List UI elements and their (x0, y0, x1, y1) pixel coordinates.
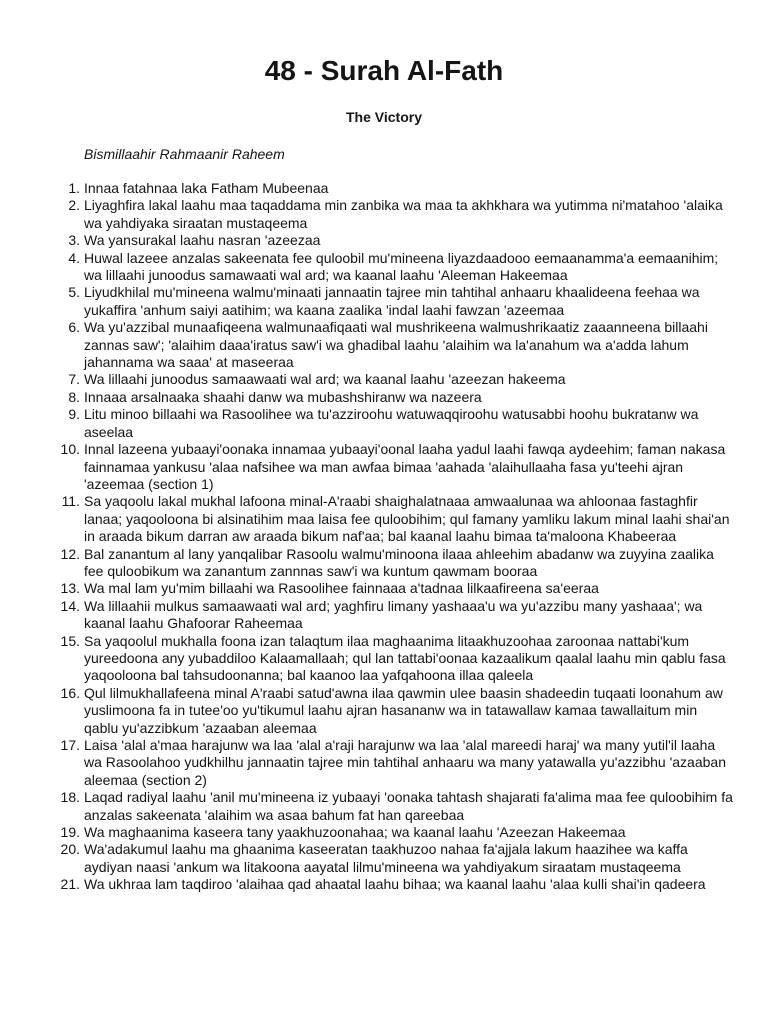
verse-item (68, 388, 734, 406)
verse-item (68, 284, 734, 319)
verse-number: 20. (60, 841, 80, 858)
verse-text: Litu minoo billaahi wa Rasoolihee wa tu'azziroohu watuwaqqiroohu watusabbi hoohu bukratanw wa aseelaa (84, 406, 699, 440)
verse-number: 11. (61, 493, 80, 510)
verse-number: 2. (68, 197, 80, 214)
verse-item (68, 232, 734, 249)
verse-item (60, 632, 734, 685)
verse-number: 16. (60, 684, 80, 701)
verse-item (61, 493, 734, 545)
verse-text: Wa maghaanima kaseera tany yaakhuzoonahaa; wa kaanal laahu 'Azeezan Hakeemaa (84, 824, 626, 841)
verse-item (60, 824, 734, 841)
verse-text: Liyaghfira lakal laahu maa taqaddama min zanbika wa maa ta akhkhara wa yutimma ni'matahoo 'alaika wa yahdiyaka siraatan mustaqeema (84, 197, 723, 231)
verse-text: Qul lilmukhallafeena minal A'raabi satud'awna ilaa qawmin ulee baasin shadeedin tuqaati loonahum aw yuslimoona fa in tutee'oo yu'tikumul laahu ajran hasananw wa in tatawallaw kamaa tawallaitum min qablu yu'azzibkum 'azaaban aleemaa (84, 684, 723, 736)
verse-number: 10. (60, 441, 80, 458)
verse-text: Wa ukhraa lam taqdiroo 'alaihaa qad ahaatal laahu bihaa; wa kaanal laahu 'alaa kulli shai'in qadeera (84, 876, 706, 893)
verse-text: Huwal lazeee anzalas sakeenata fee quloobil mu'mineena liyazdaadooo eemaanamma'a eemaanihim; wa lillaahi junoodus samawaati wal ard; wa kaanal laahu 'Aleeman Hakeemaa (84, 249, 719, 284)
verse-number: 6. (68, 319, 80, 336)
verse-item (60, 597, 734, 633)
verse-number: 12. (60, 545, 80, 562)
verse-number: 4. (68, 249, 80, 266)
verse-item (68, 249, 734, 285)
verse-item (68, 319, 734, 371)
verse-number: 3. (68, 232, 80, 249)
verse-item (60, 841, 734, 876)
verse-number: 21. (60, 876, 80, 893)
bismillah-line: Bismillaahir Rahmaanir Raheem (84, 146, 285, 162)
verse-item (68, 197, 734, 232)
verse-text: Wa yu'azzibal munaafiqeena walmunaafiqaati wal mushrikeena walmushrikaatiz zaaanneena billaahi zannas saw'; 'alaihim daaa'iratus saw'i wa ghadibal laahu 'alaihim wa la'anahum wa a'adda lahum jahannama wa saaa' at maseeraa (84, 319, 708, 371)
verse-item (60, 789, 734, 824)
page-subtitle: The Victory (346, 109, 422, 125)
verse-text: Wa yansurakal laahu nasran 'azeezaa (84, 232, 321, 249)
verse-text: Innal lazeena yubaayi'oonaka innamaa yubaayi'oonal laaha yadul laahi fawqa aydeehim; faman nakasa fainnamaa yankusu 'alaa nafsihee wa man awfaa bimaa 'aahada 'alaihullaaha fasa yu'teehi ajran 'azeemaa (section 1) (84, 441, 726, 492)
verse-number: 14. (60, 597, 80, 614)
verse-number: 13. (60, 580, 80, 597)
verse-item (68, 371, 734, 388)
verse-number: 5. (68, 284, 80, 301)
verse-text: Wa'adakumul laahu ma ghaanima kaseeratan taakhuzoo nahaa fa'ajjala lakum haazihee wa kaffa aydiyan naasi 'ankum wa litakoona aayatal lilmu'mineena wa yahdiyakum siraatam mustaqeema (84, 841, 688, 875)
verse-text: Laisa 'alal a'maa harajunw wa laa 'alal a'raji harajunw wa laa 'alal mareedi haraj' wa many yutil'il laaha wa Rasoolahoo yudkhilhu jannaatin tajree min tahtihal anhaaru wa many yatawalla yu'azzibhu 'azaaban aleemaa (section 2) (84, 737, 726, 788)
verse-text: Sa yaqoolu lakal mukhal lafoona minal-A'raabi shaighalatnaaa amwaalunaa wa ahloonaa fastaghfir lanaa; yaqooloona bi alsinatihim maa laisa fee quloobihim; qul famany yamliku lakum minal laahi shai'an in araada bikum darran aw araada bikum naf'aa; bal kaanal laahu bimaa ta'maloona Khabeeraa (84, 493, 730, 545)
verse-text: Wa lillaahii mulkus samaawaati wal ard; yaghfiru limany yashaaa'u wa yu'azzibu many yashaaa'; wa kaanal laahu Ghafoorar Raheemaa (84, 597, 703, 632)
verse-number: 7. (68, 371, 80, 388)
verse-number: 19. (60, 824, 80, 841)
verse-text: Innaa fatahnaa laka Fatham Mubeenaa (84, 180, 329, 196)
verse-item (60, 441, 734, 493)
verse-item (60, 545, 734, 581)
verse-number: 15. (60, 632, 80, 649)
verse-text: Sa yaqoolul mukhalla foona izan talaqtum ilaa maghaanima litaakhuzoohaa zaroonaa nattabi'kum yureedoona any yubaddiloo Kalaamallaah; qul lan tattabi'oonaa kazaalikum qaalal laahu min qablu fasa yaqooloona bal tahsudoonanna; bal kaanoo laa yafqahoona illaa qaleela (84, 632, 726, 684)
verse-text: Wa mal lam yu'mim billaahi wa Rasoolihee fainnaaa a'tadnaa lilkaafireena sa'eeraa (84, 580, 599, 597)
verse-text: Laqad radiyal laahu 'anil mu'mineena iz yubaayi 'oonaka tahtash shajarati fa'alima maa fee quloobihim fa anzalas sakeenata 'alaihim wa asaa bahum fat han qareebaa (84, 789, 733, 823)
verse-item (60, 684, 734, 737)
verse-text: Wa lillaahi junoodus samaawaati wal ard; wa kaanal laahu 'azeezan hakeema (84, 371, 566, 388)
verse-number: 17. (60, 737, 80, 753)
verse-number: 1. (68, 180, 80, 196)
verse-item (60, 876, 734, 893)
verse-number: 9. (68, 406, 80, 423)
verse-number: 18. (60, 789, 80, 806)
verse-item (60, 737, 734, 789)
page-title: 48 - Surah Al-Fath (264, 55, 504, 86)
verse-text: Innaaa arsalnaaka shaahi danw wa mubashshiranw wa nazeera (84, 388, 482, 405)
verse-text: Bal zanantum al lany yanqalibar Rasoolu walmu'minoona ilaaa ahleehim abadanw wa zuyyina zaalika fee quloobikum wa zanantum zannnas saw'i wa kuntum qawmam booraa (84, 545, 714, 579)
verse-item (60, 580, 734, 597)
verse-list (60, 180, 734, 894)
verse-item (68, 406, 734, 441)
verse-item (68, 180, 734, 197)
verse-number: 8. (68, 388, 80, 405)
verse-text: Liyudkhilal mu'mineena walmu'minaati jannaatin tajree min tahtihal anhaaru khaalideena feehaa wa yukaffira 'anhum saiyi aatihim; wa kaana zaalika 'indal laahi fawzan 'azeemaa (84, 284, 700, 318)
